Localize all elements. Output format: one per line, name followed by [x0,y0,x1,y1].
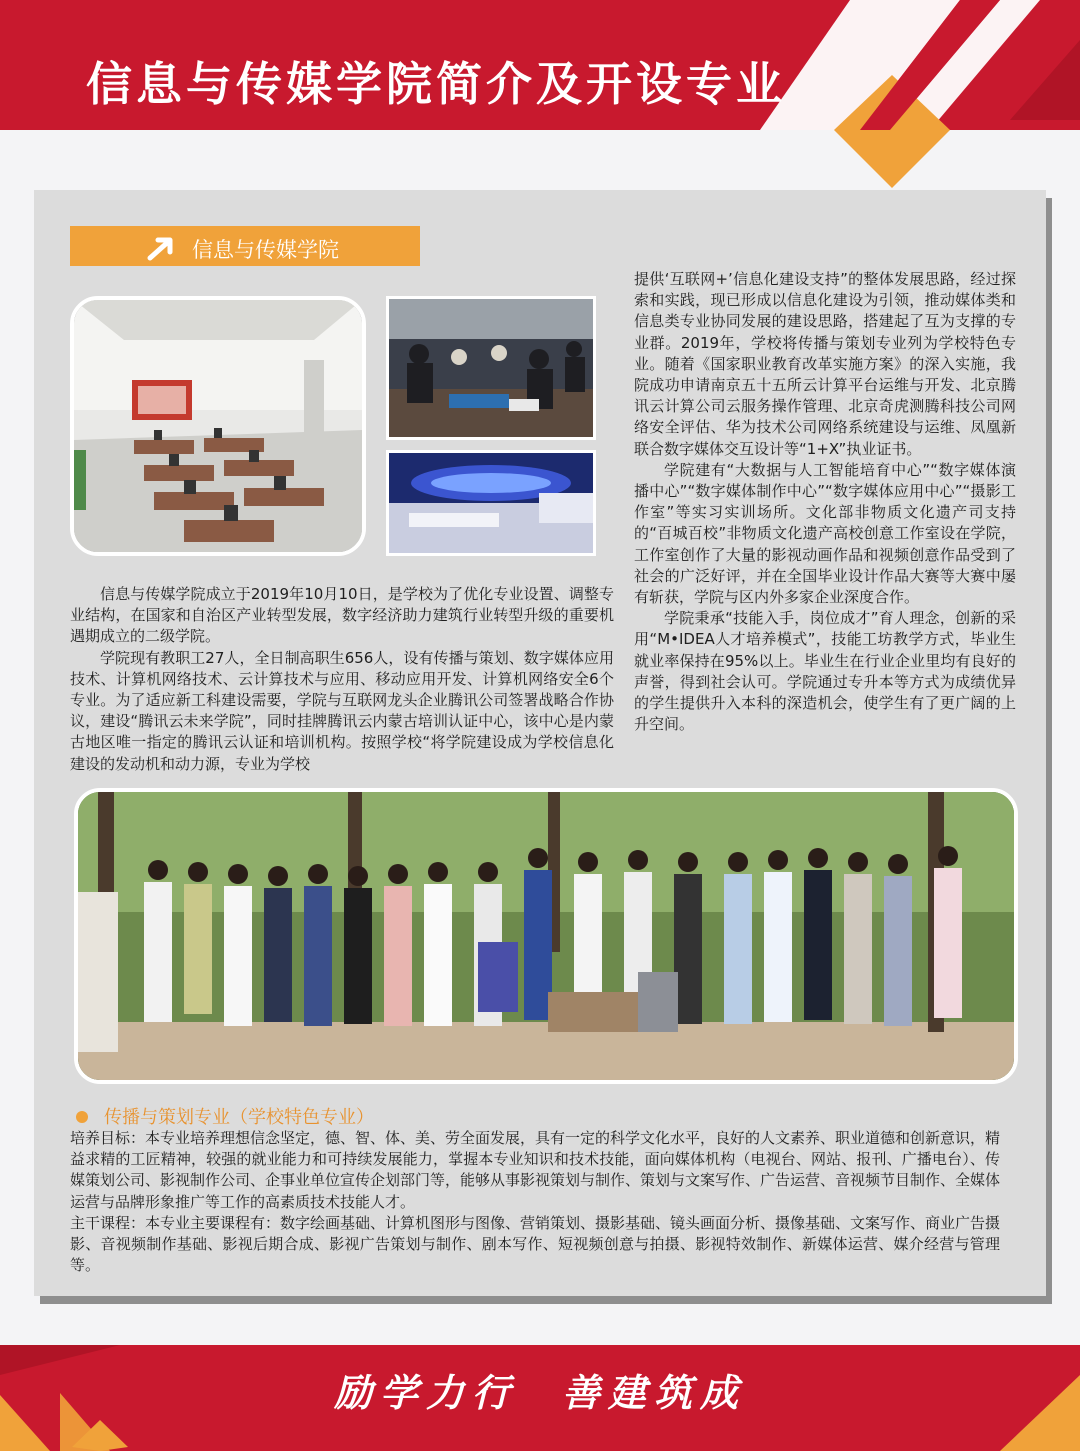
classroom-photo-art [74,300,362,552]
students-working-photo-art [389,299,593,437]
studio-photo [386,450,596,556]
intro-paragraph: 学院秉承“技能入手，岗位成才”育人理念，创新的采用“M•IDEA人才培养模式”，技能工坊教学方式，毕业生就业率保持在95%以上。毕业生在行业企业里均有良好的声誉，得到社会认可。学院通过专升本等方式为成绩优异的学生提供升入本科的深造机会，使学生有了更广阔的上升空间。 [634,609,1016,734]
major-paragraph: 培养目标：本专业培养理想信念坚定，德、智、体、美、劳全面发展，具有一定的科学文化水平，良好的人文素养、职业道德和创新意识，精益求精的工匠精神，较强的就业能力和可持续发展能力，掌握本专业知识和技术技能，面向媒体机构（电视台、网站、报刊、广播电台）、传媒策划公司、影视制作公司、企事业单位宣传企划部门等，能够从事影视策划与制作、策划与文案写作、广告运营、音视频节目制作、全媒体运营与品牌形象推广等工作的高素质技术技能人才。 [70,1129,1001,1211]
intro-paragraph: 提供‘互联网+’信息化建设支持”的整体发展思路，经过探索和实践，现已形成以信息化建设为引领，推动媒体类和信息类专业协同发展的建设思路，搭建起了互为支撑的专业群。2019年，学校将传播与策划专业列为学校特色专业。随着《国家职业教育改革实施方案》的深入实施，我院成功申请南京五十五所云计算平台运维与开发、北京腾讯云计算公司云服务操作管理、北京奇虎测腾科技公司网络安全评估、华为技术公司网络系统建设与运维、凤凰新联合数字媒体交互设计等“1+X”执业证书。 [634,270,1016,458]
major-description [70,1128,1000,1276]
group-photo-art [78,792,1014,1080]
group-photo [74,788,1018,1084]
students-working-photo [386,296,596,440]
motto-right: 善建筑成 [562,1370,747,1415]
bullet-dot-icon [76,1111,88,1123]
studio-photo-art [389,453,593,553]
intro-paragraph: 信息与传媒学院成立于2019年10月10日，是学校为了优化专业设置、调整专业结构，在国家和自治区产业转型发展，数字经济助力建筑行业转型升级的重要机遇期成立的二级学院。 [70,585,614,646]
motto-left: 励学力行 [333,1370,518,1415]
section-tag-label: 信息与传媒学院 [192,238,339,262]
classroom-photo [70,296,366,556]
major-title: 传播与策划专业（学校特色专业） [104,1107,374,1128]
intro-right-text [634,269,1016,735]
intro-paragraph: 学院建有“大数据与人工智能培育中心”“数字媒体演播中心”“数字媒体制作中心”“数字媒体应用中心”“摄影工作室”等实习实训场所。文化部非物质文化遗产司支持的“百城百校”非物质文化遗产高校创意工作室设在学院，工作室创作了大量的影视动画作品和视频创意作品受到了社会的广泛好评，并在全国毕业设计作品大赛等大赛中屡有斩获，学院与区内外多家企业深度合作。 [634,460,1016,607]
major-paragraph: 主干课程：本专业主要课程有：数字绘画基础、计算机图形与图像、营销策划、摄影基础、镜头画面分析、摄像基础、文案写作、商业广告摄影、音视频制作基础、影视后期合成、影视广告策划与制作、剧本写作、短视频创意与拍摄、影视特效制作、新媒体运营、媒介经营与管理等。 [70,1213,1001,1275]
motto [0,1362,1080,1417]
arrow-icon [146,234,180,262]
page-title: 信息与传媒学院简介及开设专业 [86,57,786,111]
intro-left-text [70,584,614,775]
intro-paragraph: 学院现有教职工27人，全日制高职生656人，设有传播与策划、数字媒体应用技术、计算机网络技术、云计算技术与应用、移动应用开发、计算机网络安全6个专业。为了适应新工科建设需要，学院与互联网龙头企业腾讯公司签署战略合作协议，建设“腾讯云未来学院”，同时挂牌腾讯云内蒙古培训认证中心，该中心是内蒙古地区唯一指定的腾讯云认证和培训机构。按照学校“将学院建设成为学校信息化建设的发动机和动力源，专业为学校 [70,648,614,773]
